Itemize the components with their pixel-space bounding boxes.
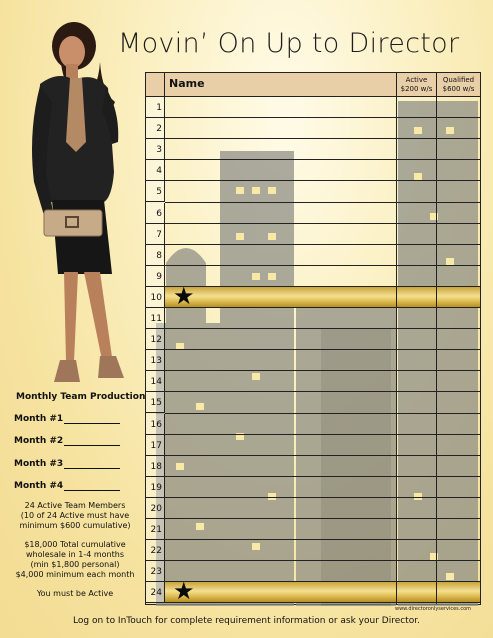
wholesale-line2: wholesale in 1-4 months xyxy=(26,550,124,559)
row-number: 21 xyxy=(146,519,165,540)
header-active-line2: $200 w/s xyxy=(400,85,433,93)
header-qualified xyxy=(436,73,480,97)
row-line[interactable] xyxy=(165,117,480,118)
row-line[interactable] xyxy=(165,560,480,561)
active-members-line3: minimum $600 cumulative) xyxy=(19,521,131,530)
month-4-field[interactable] xyxy=(14,481,120,491)
star-row[interactable] xyxy=(165,577,480,606)
row-line[interactable] xyxy=(165,223,480,224)
must-be-active-note: You must be Active xyxy=(36,589,114,598)
production-title: Monthly Team Production xyxy=(16,392,146,402)
row-number: 4 xyxy=(146,160,165,181)
footer-text: Log on to InTouch for complete requirement information or ask your Director. xyxy=(73,616,420,626)
month-2-label: Month #2 xyxy=(14,436,64,446)
row-number: 24 xyxy=(146,582,165,603)
row-line[interactable] xyxy=(165,518,480,519)
month-3-line xyxy=(64,459,120,469)
row-line[interactable] xyxy=(165,434,480,435)
month-1-label: Month #1 xyxy=(14,414,64,424)
row-number: 5 xyxy=(146,181,165,202)
wholesale-line1: $18,000 Total cumulative xyxy=(24,540,126,549)
header-name: Name xyxy=(165,73,396,97)
row-line[interactable] xyxy=(165,349,480,350)
month-4-label: Month #4 xyxy=(14,481,64,491)
wholesale-line4: $4,000 minimum each month xyxy=(15,570,135,579)
row-line[interactable] xyxy=(165,180,480,181)
row-line[interactable] xyxy=(165,138,480,139)
row-number: 9 xyxy=(146,266,165,287)
header-corner xyxy=(146,73,165,97)
month-1-line xyxy=(64,414,120,424)
row-number: 22 xyxy=(146,540,165,561)
active-members-note xyxy=(6,501,144,531)
website-url: www.directoronlyservices.com xyxy=(395,606,472,612)
row-line[interactable] xyxy=(165,202,480,203)
header-qualified-line1: Qualified xyxy=(442,76,475,84)
row-number: 14 xyxy=(146,371,165,392)
month-2-line xyxy=(64,436,120,446)
skyline-background xyxy=(146,73,482,606)
row-line[interactable] xyxy=(165,476,480,477)
header-active xyxy=(396,73,436,97)
row-number: 18 xyxy=(146,456,165,477)
wholesale-note xyxy=(6,540,144,580)
row-line[interactable] xyxy=(165,497,480,498)
row-line[interactable] xyxy=(165,244,480,245)
column-line xyxy=(436,73,437,604)
row-number: 16 xyxy=(146,414,165,435)
row-number: 13 xyxy=(146,350,165,371)
row-line[interactable] xyxy=(165,539,480,540)
month-1-field[interactable] xyxy=(14,414,120,424)
row-number: 6 xyxy=(146,203,165,224)
wholesale-line3: (min $1,800 personal) xyxy=(30,560,120,569)
row-line[interactable] xyxy=(165,328,480,329)
column-line xyxy=(396,73,397,604)
month-3-field[interactable] xyxy=(14,459,120,469)
row-number: 10 xyxy=(146,287,165,308)
businesswoman-image xyxy=(20,22,150,392)
row-number: 11 xyxy=(146,308,165,329)
row-line[interactable] xyxy=(165,391,480,392)
row-number: 23 xyxy=(146,561,165,582)
header-active-line1: Active xyxy=(405,76,428,84)
row-number: 7 xyxy=(146,224,165,245)
month-3-label: Month #3 xyxy=(14,459,64,469)
row-number: 17 xyxy=(146,435,165,456)
row-number: 2 xyxy=(146,118,165,139)
row-number: 8 xyxy=(146,245,165,266)
star-row[interactable] xyxy=(165,281,480,310)
star-icon: ★ xyxy=(173,281,195,310)
row-number: 12 xyxy=(146,329,165,350)
row-number: 3 xyxy=(146,139,165,160)
row-number: 19 xyxy=(146,477,165,498)
row-line[interactable] xyxy=(165,265,480,266)
star-icon: ★ xyxy=(173,577,195,606)
team-table xyxy=(145,72,481,605)
row-line[interactable] xyxy=(165,413,480,414)
month-2-field[interactable] xyxy=(14,436,120,446)
header-qualified-line2: $600 w/s xyxy=(442,85,475,93)
row-line[interactable] xyxy=(165,370,480,371)
active-members-line1: 24 Active Team Members xyxy=(24,501,126,510)
row-line[interactable] xyxy=(165,455,480,456)
row-number: 20 xyxy=(146,498,165,519)
month-4-line xyxy=(64,481,120,491)
row-number: 15 xyxy=(146,392,165,413)
active-members-line2: (10 of 24 Active must have xyxy=(20,511,130,520)
page-title: Movin’ On Up to Director xyxy=(118,28,460,59)
row-number: 1 xyxy=(146,97,165,118)
row-line[interactable] xyxy=(165,159,480,160)
